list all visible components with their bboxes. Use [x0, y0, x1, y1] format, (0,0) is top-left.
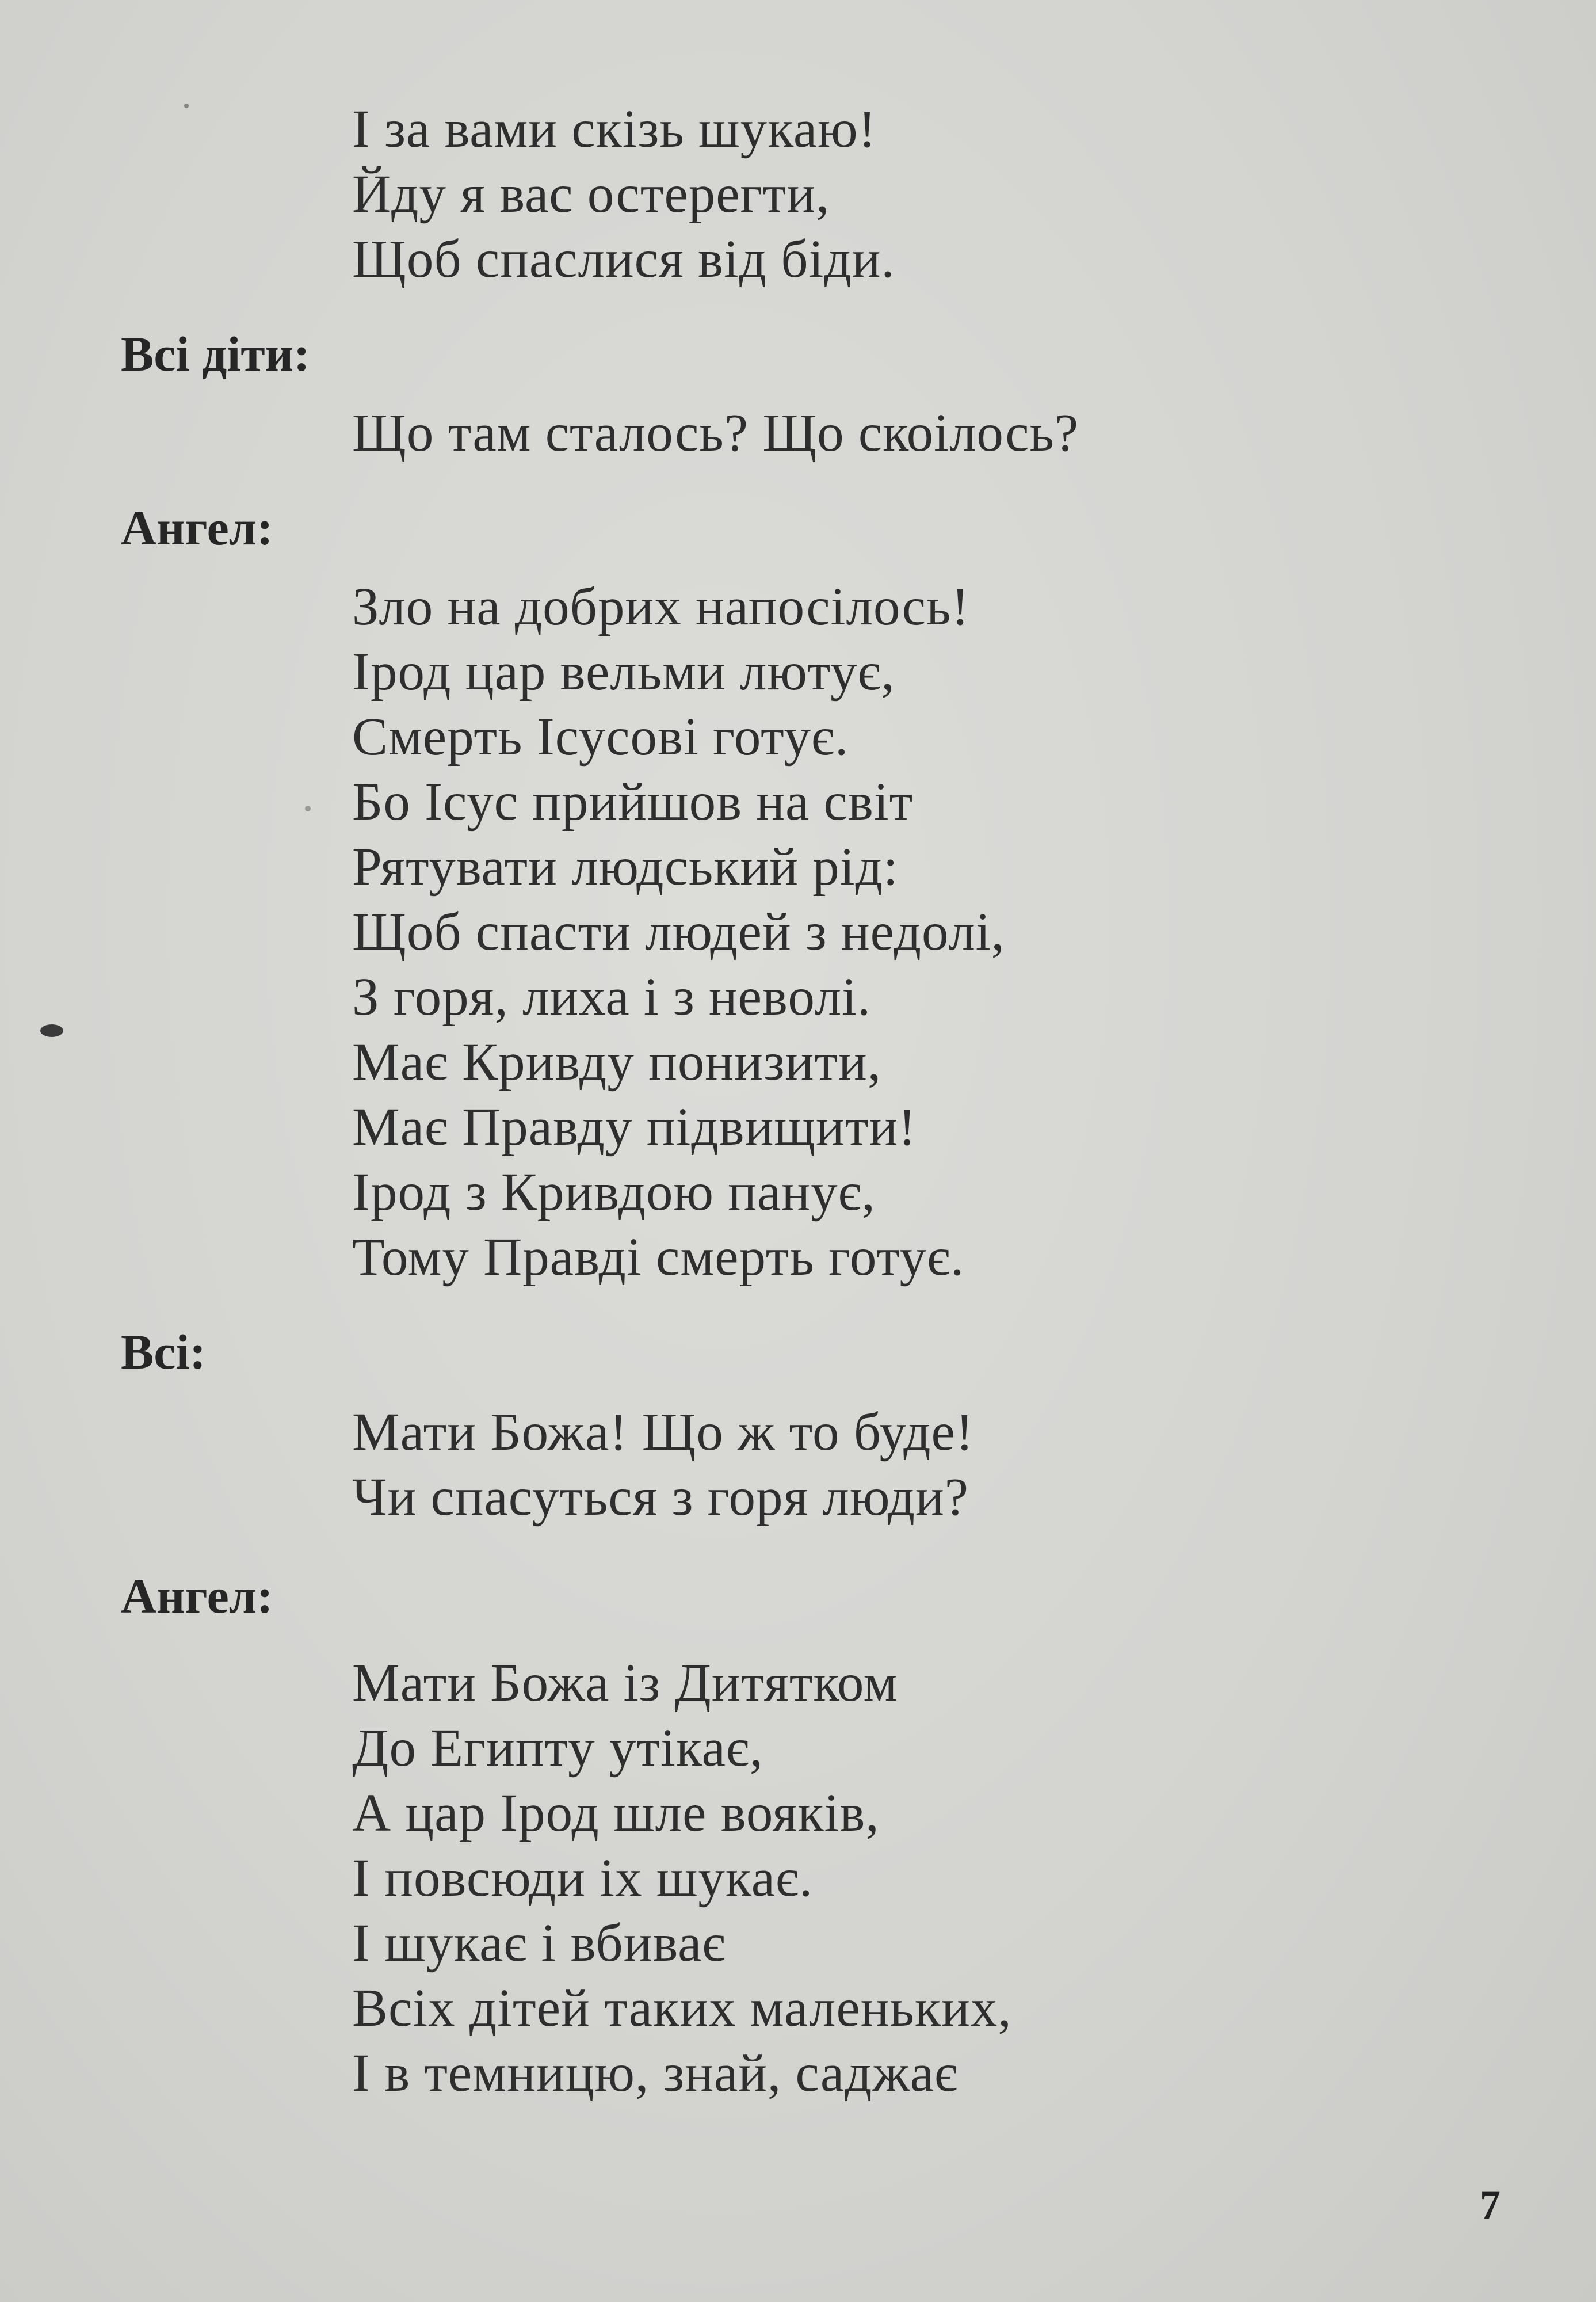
speaker-label: Всі: — [121, 1324, 207, 1379]
verse-line: Йду я вас остерегти, — [352, 165, 830, 224]
verse-line: Зло на добрих напосілось! — [352, 577, 970, 637]
verse-line: Ірод цар вельми лютує, — [352, 642, 895, 702]
verse-line: Всіх дітей таких маленьких, — [352, 1979, 1012, 2038]
verse-line: Рятувати людський рід: — [352, 837, 899, 897]
verse-line: А цар Ірод шле вояків, — [352, 1783, 880, 1843]
page-number: 7 — [1480, 2182, 1500, 2228]
speaker-label: Ангел: — [121, 500, 273, 555]
verse-line: Чи спасуться з горя люди? — [352, 1468, 969, 1527]
verse-line: До Египту утікає, — [352, 1718, 764, 1778]
speaker-label: Всі діти: — [121, 326, 310, 382]
verse-line: Що там сталось? Що скоілось? — [352, 403, 1079, 463]
verse-line: І шукає і вбиває — [352, 1914, 726, 1973]
ink-speck — [40, 1024, 63, 1037]
verse-block — [352, 401, 1079, 466]
verse-line: З горя, лиха і з неволі. — [352, 967, 872, 1027]
verse-line: Має Правду підвищити! — [352, 1097, 917, 1157]
verse-line: Мати Божа із Дитятком — [352, 1653, 898, 1713]
verse-line: І повсюди іх шукає. — [352, 1849, 814, 1908]
verse-line: Смерть Ісусові готує. — [352, 707, 849, 767]
verse-line: Тому Правді смерть готує. — [352, 1228, 965, 1287]
ink-speck — [184, 104, 189, 108]
verse-block — [352, 97, 895, 292]
verse-line: Бо Ісус прийшов на світ — [352, 772, 914, 832]
verse-block — [352, 1651, 1012, 2106]
ink-speck — [305, 806, 311, 811]
verse-line: Щоб спасти людей з недолі, — [352, 902, 1005, 962]
speaker-label: Ангел: — [121, 1568, 273, 1623]
verse-line: Мати Божа! Що ж то буде! — [352, 1402, 974, 1462]
verse-line: Щоб спаслися від біди. — [352, 230, 895, 289]
verse-block — [352, 1400, 974, 1530]
verse-line: Має Кривду понизити, — [352, 1032, 882, 1092]
verse-line: Ірод з Кривдою панує, — [352, 1163, 876, 1222]
verse-line: І в темницю, знай, саджає — [352, 2044, 958, 2103]
verse-line: І за вами скізь шукаю! — [352, 100, 877, 159]
verse-block — [352, 574, 1005, 1290]
